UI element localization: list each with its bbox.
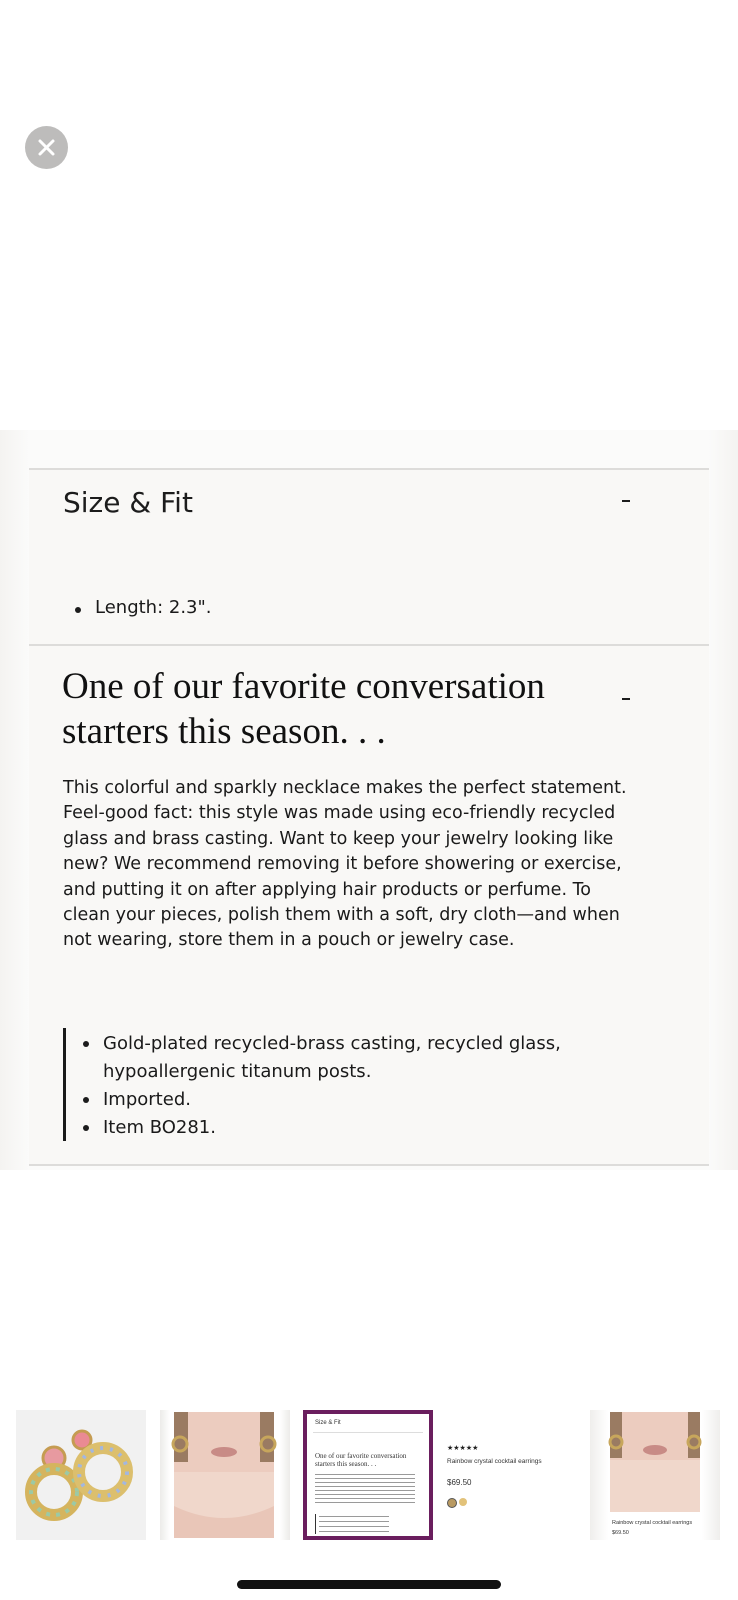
list-item: Imported. <box>81 1086 601 1114</box>
thumbnail-earrings[interactable] <box>16 1410 146 1540</box>
divider <box>313 1432 423 1433</box>
preview-price: $69.50 <box>612 1530 629 1536</box>
close-button[interactable] <box>25 126 68 169</box>
home-indicator[interactable] <box>237 1580 501 1589</box>
swatch <box>447 1498 457 1508</box>
preview-product-name: Rainbow crystal cocktail earrings <box>612 1520 693 1526</box>
details-list <box>81 1030 601 1142</box>
earrings-image <box>16 1410 146 1540</box>
preview-text-lines <box>315 1474 415 1504</box>
preview-size-fit: Size & Fit <box>315 1420 341 1426</box>
list-item: Length: 2.3". <box>73 596 212 620</box>
details-quote-bar <box>63 1028 66 1141</box>
preview-price: $69.50 <box>447 1478 472 1487</box>
thumbnail-model[interactable] <box>160 1410 290 1540</box>
preview-title: One of our favorite conversation starters this season. . . <box>315 1452 407 1468</box>
size-fit-collapse-toggle[interactable] <box>619 490 639 510</box>
description-title: One of our favorite conversation starters this season. . . <box>62 666 545 752</box>
swatch <box>459 1498 467 1506</box>
thumbnail-product-info[interactable] <box>447 1410 577 1540</box>
thumbnail-details-preview[interactable] <box>303 1410 433 1540</box>
product-details-sheet <box>29 468 709 1166</box>
rating-stars: ★★★★★ <box>447 1445 479 1452</box>
list-item: Gold-plated recycled-brass casting, recycled glass, hypoallergenic titanum posts. <box>81 1030 601 1086</box>
size-fit-list <box>73 596 212 620</box>
description-body: This colorful and sparkly necklace makes the perfect statement. Feel-good fact: this style was made using eco-friendly recycled glass and brass casting. Want to keep your jewelry looking like new? We recommend removing it before showering or exercise, and putting it on after applying hair products or perfume. To clean your pieces, polish them with a soft, dry cloth—and when not wearing, store them in a pouch or jewelry case. <box>63 778 627 951</box>
description-collapse-toggle[interactable] <box>619 688 639 708</box>
preview-detail-lines <box>319 1516 389 1532</box>
divider <box>29 468 709 470</box>
thumbnail-strip <box>0 1410 738 1542</box>
list-item: Item BO281. <box>81 1114 601 1142</box>
thumbnail-model-caption[interactable] <box>590 1410 720 1540</box>
close-icon <box>25 126 68 169</box>
preview-product-name: Rainbow crystal cocktail earrings <box>447 1458 542 1465</box>
divider <box>29 644 709 646</box>
model-image <box>160 1410 290 1540</box>
divider <box>29 1164 709 1166</box>
size-fit-title: Size & Fit <box>63 486 193 519</box>
preview-quote-bar <box>315 1514 316 1534</box>
